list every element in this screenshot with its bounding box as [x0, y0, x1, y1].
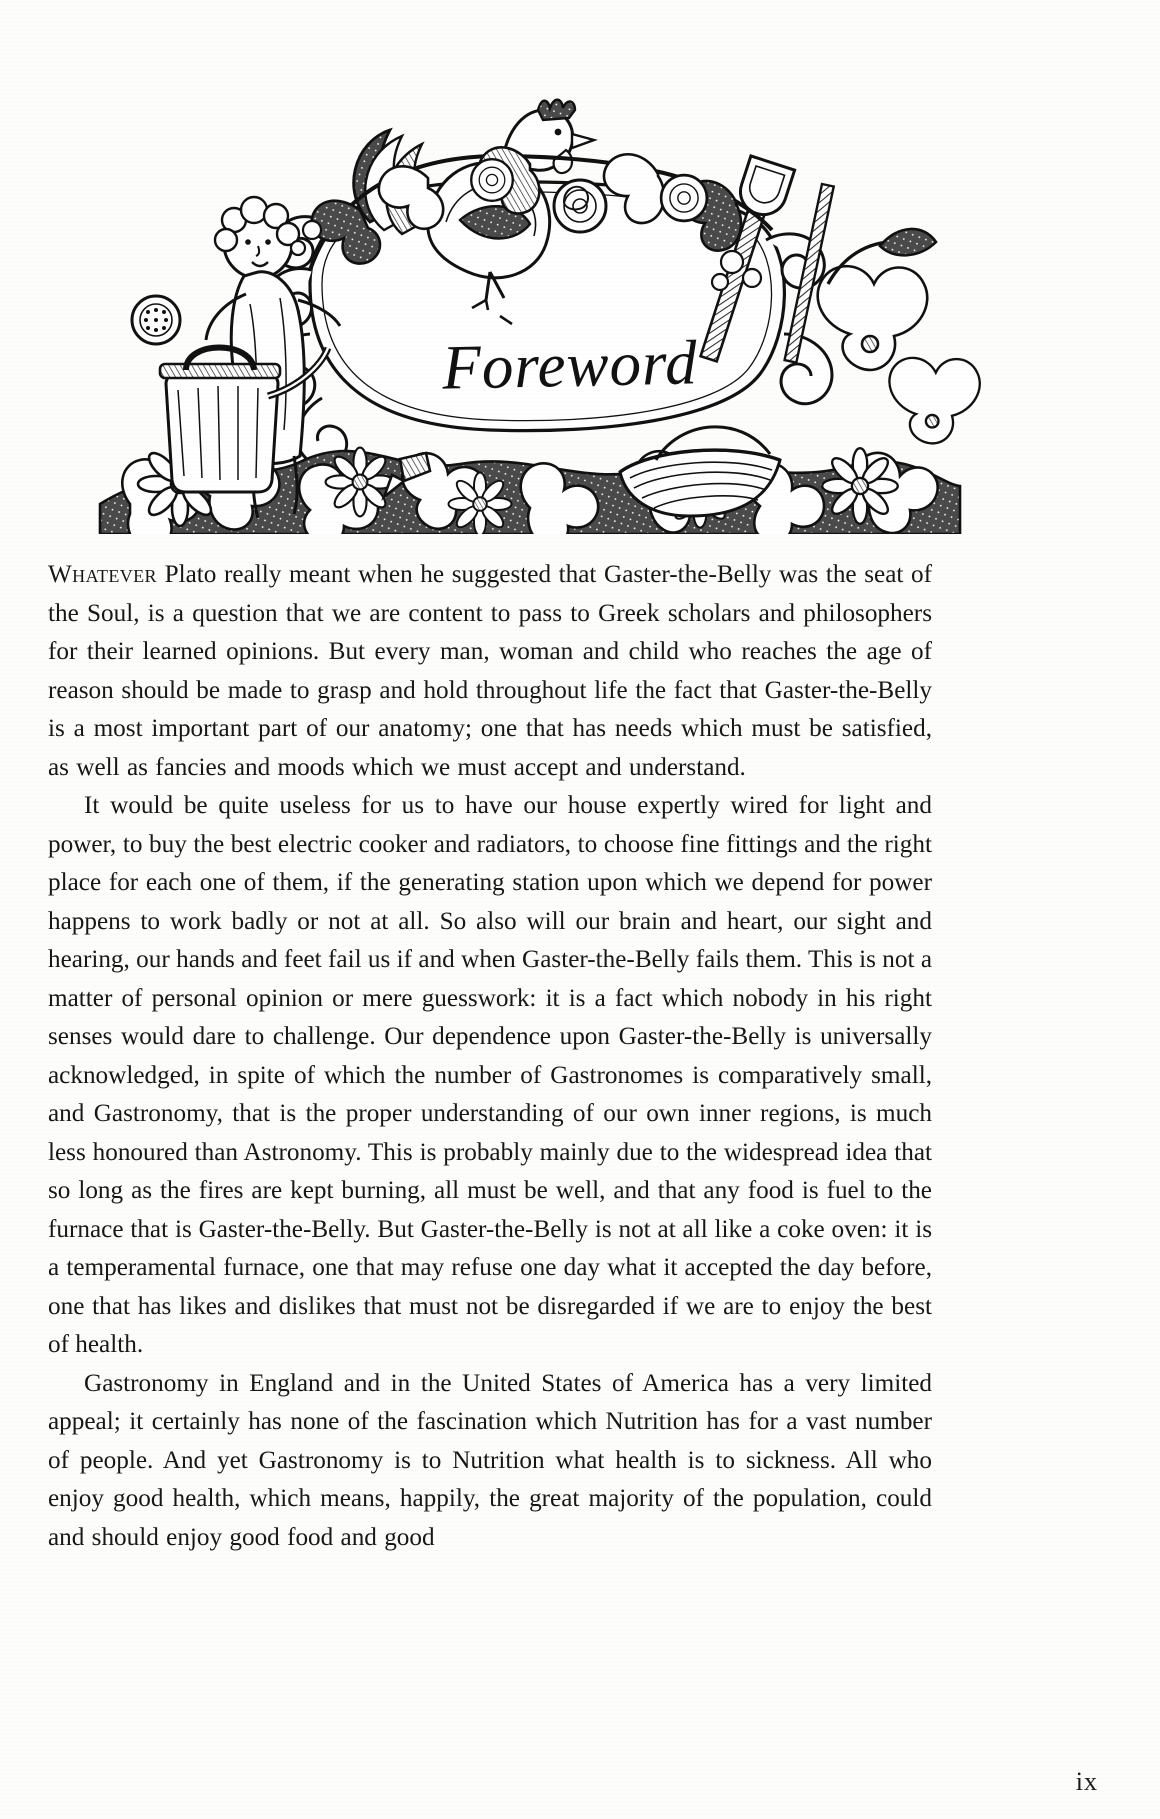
drop-smallcaps-lead: Whatever: [48, 561, 157, 588]
paragraph-2: [48, 787, 932, 1365]
paragraph-3-text: Gastronomy in England and in the United States of America has a very limited appeal; it certainly has none of the fascination which Nutrition has for a vast number of people. And yet Gastronomy is to Nutrition what health is to sickness. All who enjoy good health, which means, happily, the great majority of the population, could and should enjoy good food and good: [48, 1369, 932, 1551]
paragraph-2-text: It would be quite useless for us to have our house expertly wired for light and power, to buy the best electric cooker and radiators, to choose fine fittings and the right place for each one of them, if the generating station upon which we depend for power happens to work badly or not at all. So also will our brain and heart, our sight and hearing, our hands and feet fail us if and when Gaster-the-Belly fails them. This is not a matter of personal opinion or mere guesswork: it is a fact which nobody in his right senses would dare to challenge. Our dependence upon Gaster-the-Belly is universally acknowledged, in spite of which the number of Gastronomes is comparatively small, and Gastronomy, that is the proper understanding of our own inner regions, is much less honoured than Astronomy. This is probably mainly due to the widespread idea that so long as the fires are kept burning, all must be well, and that any food is fuel to the furnace that is Gaster-the-Belly. But Gaster-the-Belly is not at all like a coke oven: it is a temperamental furnace, one that may refuse one day what it accepted the day before, one that has likes and dislikes that must not be disregarded if we are to enjoy the best of health.: [48, 792, 932, 1358]
paragraph-3: [48, 1365, 932, 1558]
page-number: ix: [1075, 1767, 1098, 1796]
lily-cluster-right: [818, 229, 980, 443]
paragraph-1: [48, 556, 932, 787]
paragraph-1-text: Plato really meant when he suggested that Gaster-the-Belly was the seat of the Soul, is a question that we are content to pass to Greek scholars and philosophers for their learned opinions. But every man, woman and child who reaches the age of reason should be made to grasp and hold throughout life the fact that Gaster-the-Belly is a most important part of our anatomy; one that has needs which must be satisfied, as well as fancies and moods which we must accept and understand.: [48, 561, 932, 781]
foreword-body: [48, 556, 932, 1557]
chapter-ornament-illustration: [60, 34, 990, 534]
page-title: Foreword: [441, 327, 699, 403]
